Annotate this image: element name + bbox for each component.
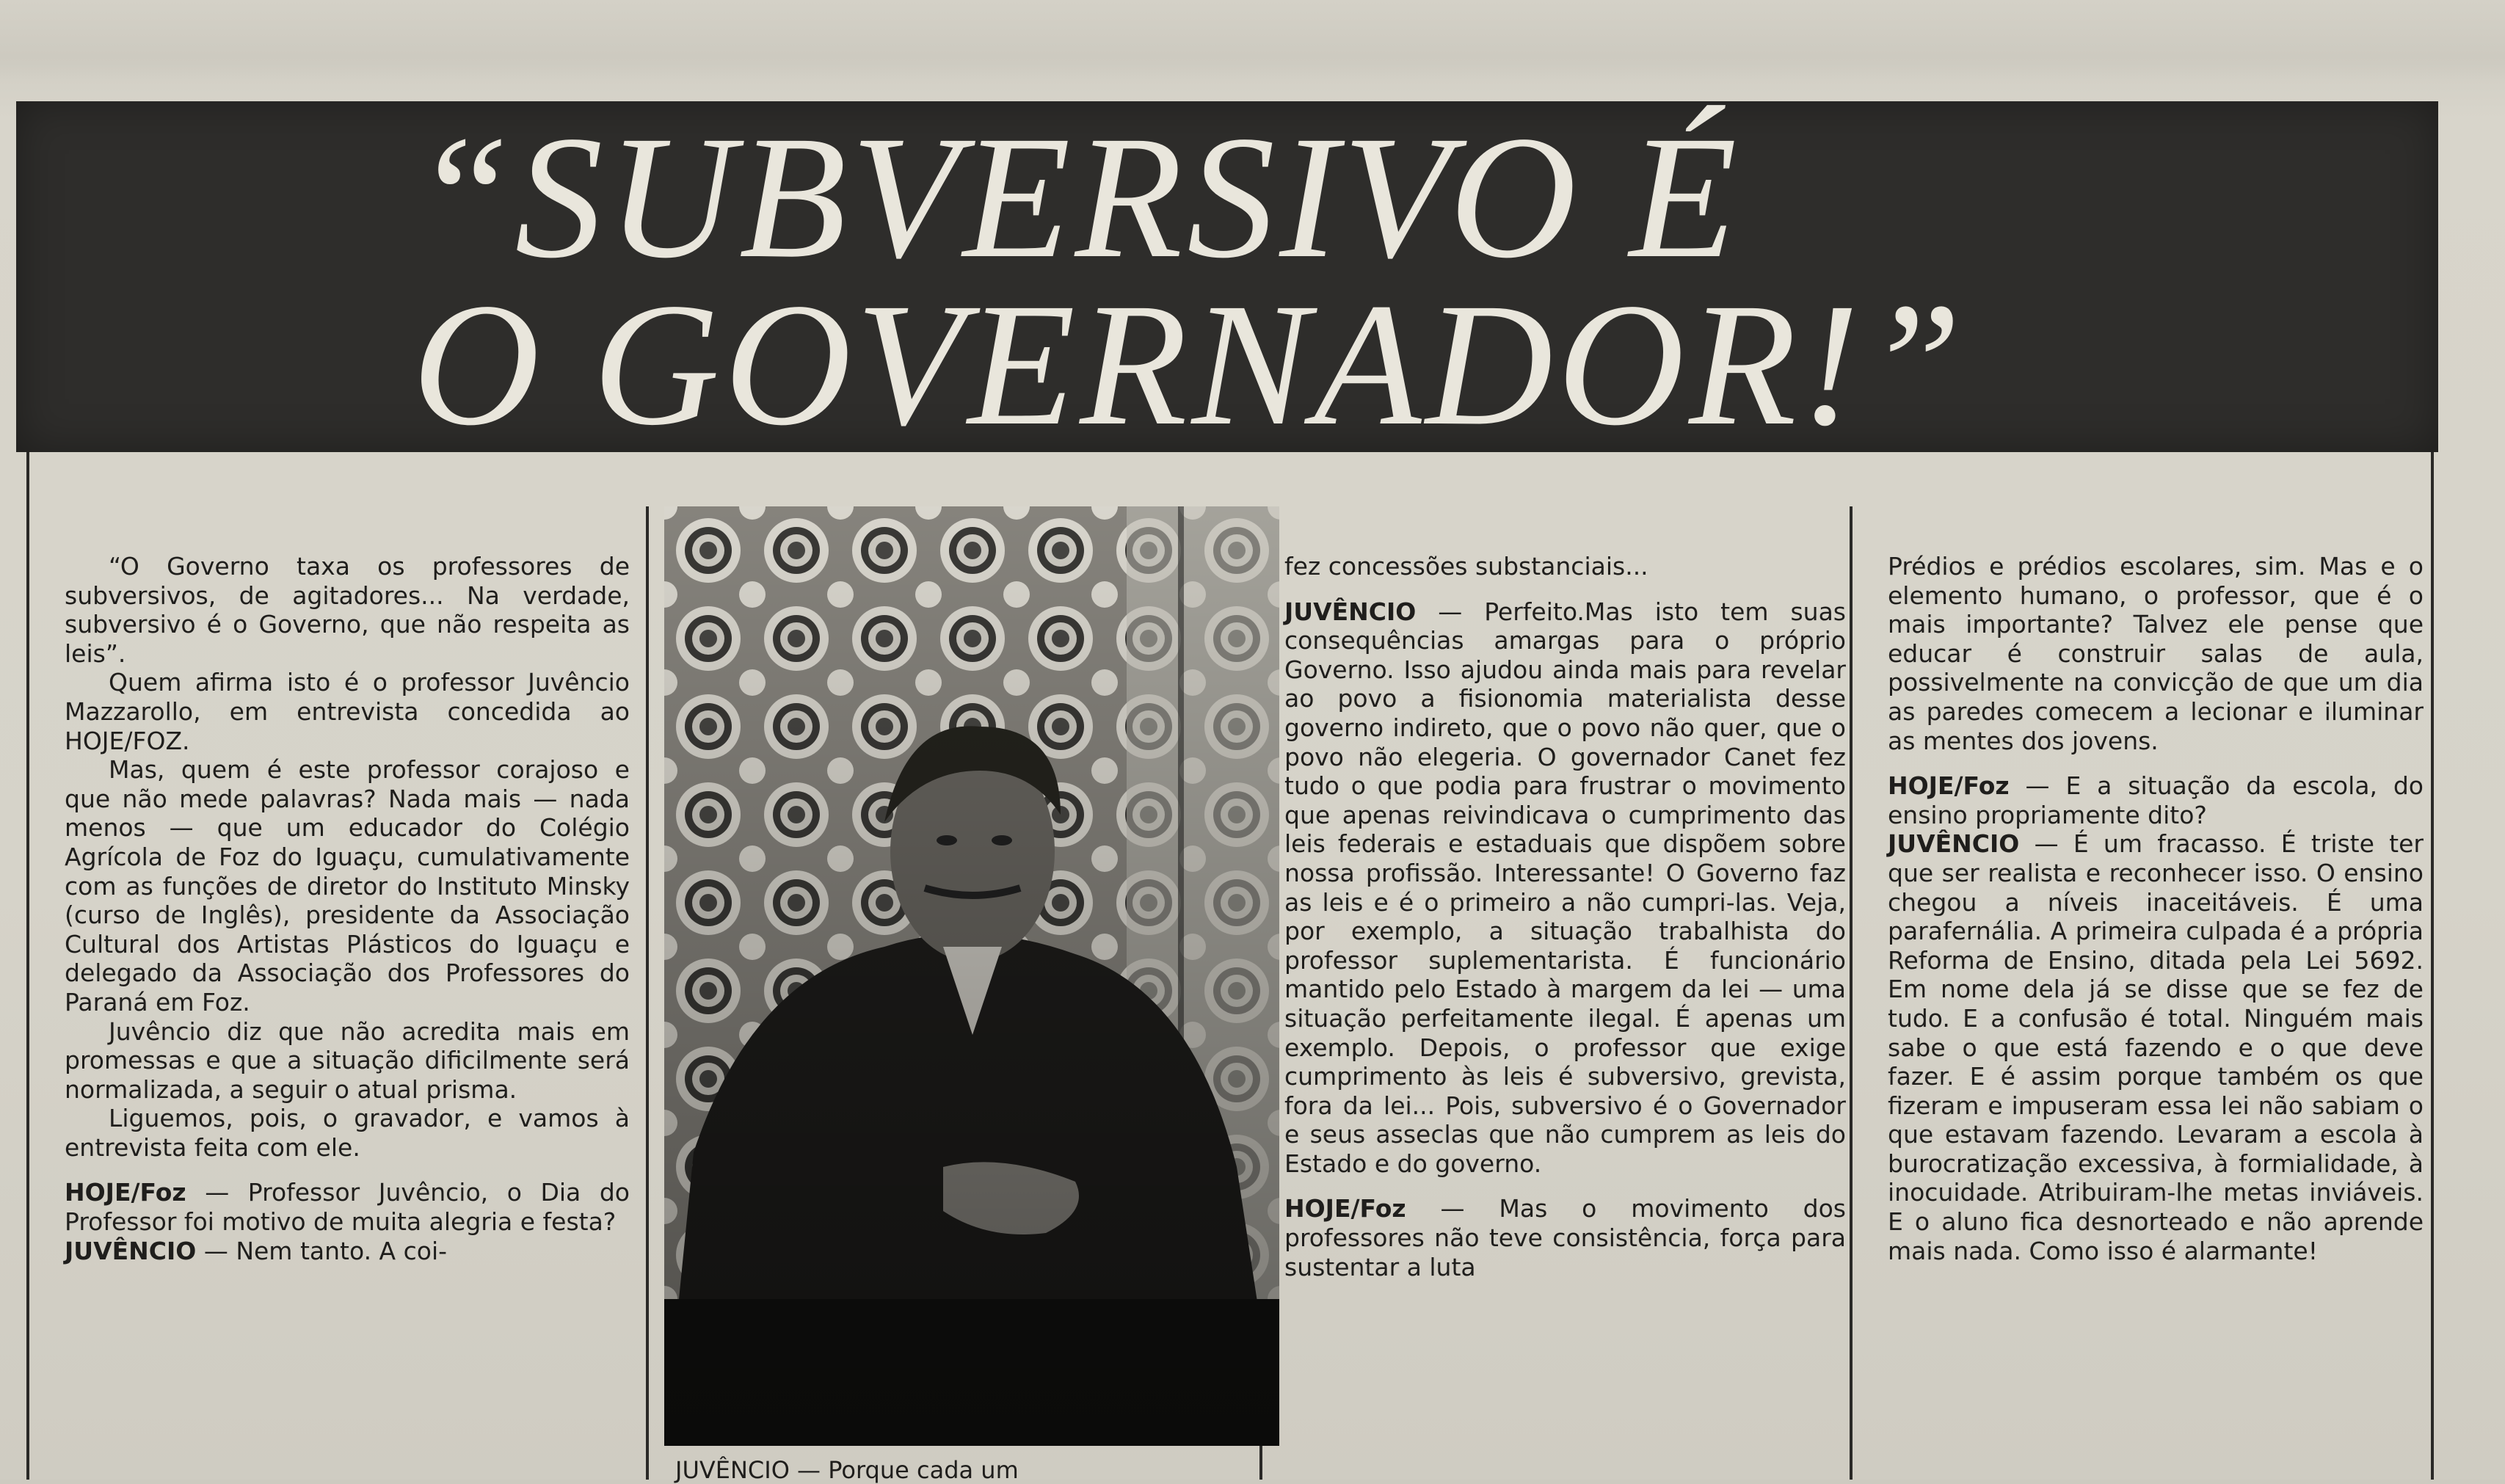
frame-rule-right [2431,452,2434,1480]
column-rule-3 [1850,506,1853,1480]
continuation-text: fez concessões substanciais... [1284,552,1648,581]
column-rule-1 [646,506,649,1480]
paragraph-recorder: Liguemos, pois, o gravador, e vamos à entrevista feita com ele. [65,1104,630,1162]
interview-question [65,1178,630,1236]
speaker-label: HOJE/Foz [1284,1194,1406,1223]
page-top-shadow [0,0,2505,81]
speaker-label: HOJE/Foz [1888,771,2010,801]
paragraph-profile: Mas, quem é este professor corajoso e que não mede palavras? Nada mais — nada menos — que um educador do Colégio Agrícola de Foz do Iguaçu, cumulativamente com as funções de diretor do Instituto Minsky (curso de Inglês), presidente da Associação Cultural dos Artistas Plásticos do Iguaçu e delegado da Associação dos Professores do Paraná em Foz. [65,755,630,1016]
paragraph-intro: Quem afirma isto é o professor Juvêncio Mazzarollo, em entrevista concedida ao HOJE/FOZ. [65,668,630,755]
article-column-4 [1888,552,2424,1265]
interview-answer [1284,597,1846,1179]
headline-line-1: “SUBVERSIVO É [412,99,1742,294]
question-text: — E a situação da escola, do ensino propriamente dito? [1888,771,2424,829]
answer-text: — Nem tanto. A coi- [203,1236,448,1265]
photo-caption: JUVÊNCIO — Porque cada um [675,1456,1019,1484]
speaker-label: JUVÊNCIO [1284,597,1417,626]
article-column-3 [1284,552,1846,1281]
interview-answer [65,1237,630,1266]
portrait-photo [664,506,1279,1446]
question-text: — Mas o movimento dos professores não teve consistência, força para sustentar a luta [1284,1194,1846,1281]
headline-line-2: O GOVERNADOR!” [412,266,1967,462]
portrait-photo-graphic [664,506,1279,1446]
interview-question [1888,771,2424,829]
question-text: — Professor Juvêncio, o Dia do Professor foi motivo de muita alegria e festa? [65,1178,630,1237]
interview-question [1284,1194,1846,1281]
speaker-label: JUVÊNCIO [1888,829,2020,859]
speaker-label: JUVÊNCIO [65,1236,197,1265]
answer-text: — Perfeito.Mas isto tem suas consequências amargas para o próprio Governo. Isso ajudou ainda mais para revelar ao povo a fisionomia materialista desse governo indireto, que o povo não quer, que o povo não elegeria. O governador Canet fez tudo o que podia para frustrar o movimento que apenas reivindicava o cumprimento das leis federais e estaduais que dispõem sobre nossa profissão. Interessante! O Governo faz as leis e é o primeiro a não cumpri-las. Veja, por exemplo, a situação trabalhista do professor suplementarista. É funcionário mantido pelo Estado à margem da lei — uma situação perfeitamente ilegal. É apenas um exemplo. Depois, o professor que exige cumprimento às leis é subversivo, grevista, fora da lei... Pois, subversivo é o Governador e seus asseclas que não cumprem as leis do Estado e do governo. [1284,597,1846,1178]
paragraph-promises: Juvêncio diz que não acredita mais em promessas e que a situação dificilmente será normalizada, a seguir o atual prisma. [65,1016,630,1104]
speaker-label: HOJE/Foz [65,1178,186,1207]
continuation-text: Prédios e prédios escolares, sim. Mas e o elemento humano, o professor, que é o mais importante? Talvez ele pense que educar é construir salas de aula, possivelmente na convicção de que um dia as paredes comecem a lecionar e iluminar as mentes dos jovens. [1888,552,2424,755]
headline [16,99,2438,462]
article-column-1 [65,552,630,1265]
interview-answer [1888,829,2424,1265]
frame-rule-left [26,452,29,1480]
paragraph-quote: “O Governo taxa os professores de subversivos, de agitadores... Na verdade, subversivo é o Governo, que não respeita as leis”. [65,552,630,668]
answer-text: — É um fracasso. É triste ter que ser realista e reconhecer isso. O ensino chegou a níveis inaceitáveis. É uma parafernália. A primeira culpada é a própria Reforma de Ensino, ditada pela Lei 5692. Em nome dela já se disse que se fez de tudo. E a confusão é total. Ninguém mais sabe o que está fazendo e o que deve fazer. E é assim porque também os que fizeram e impuseram essa lei não sabiam o que estavam fazendo. Levaram a escola à burocratização excessiva, à formialidade, à inocuidade. Atribuiram-lhe metas inviáveis. E o aluno fica desnorteado e não aprende mais nada. Como isso é alarmante! [1888,829,2424,1265]
headline-band [16,99,2438,462]
